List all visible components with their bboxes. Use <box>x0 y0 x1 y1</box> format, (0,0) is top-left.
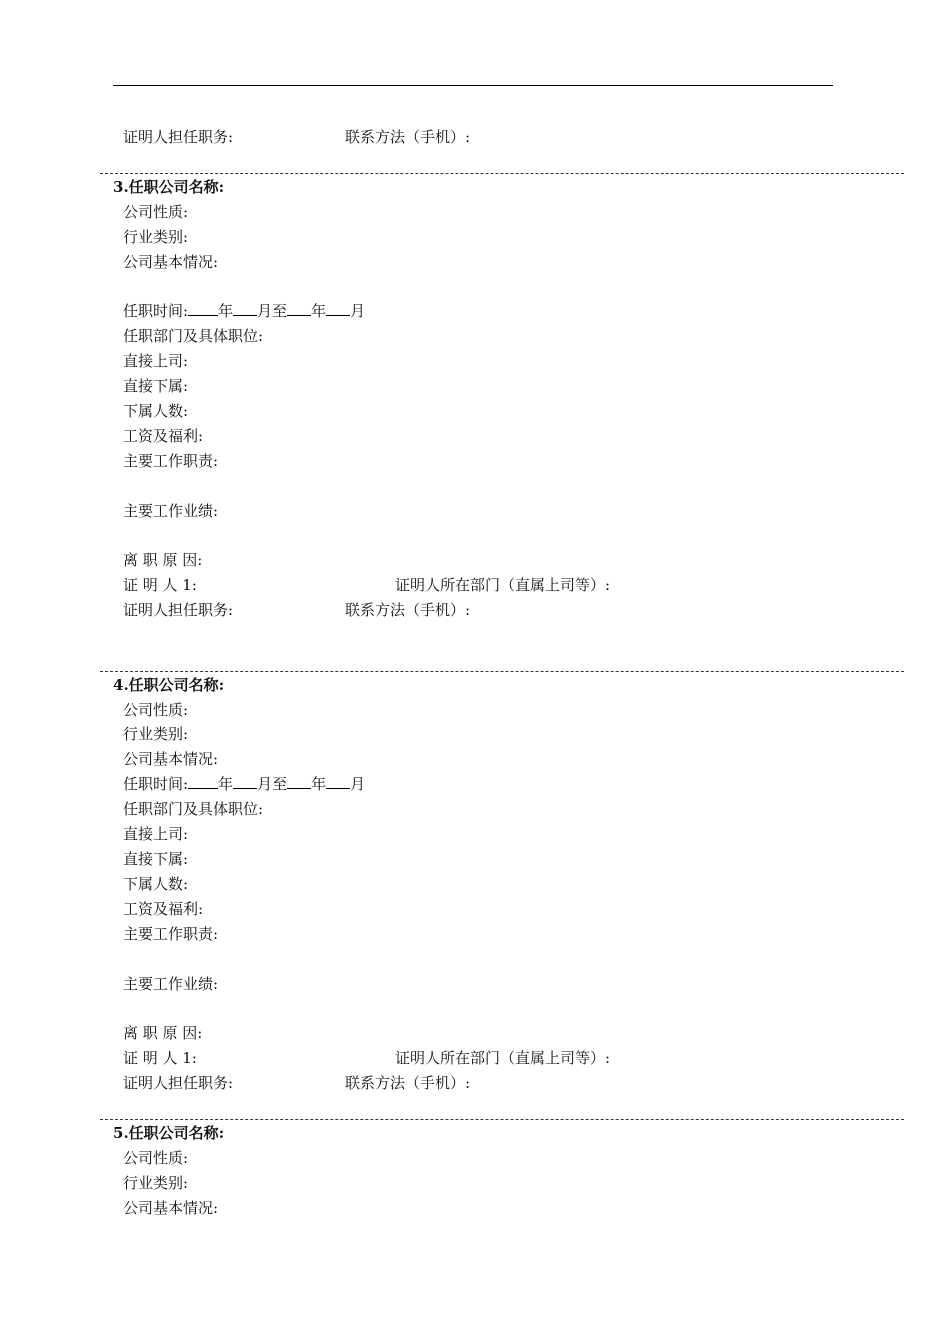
direct-superior-label: 直接上司: <box>123 825 189 843</box>
main-duties-label: 主要工作职责: <box>123 452 219 470</box>
main-achievements-label: 主要工作业绩: <box>123 502 219 520</box>
top-rule <box>113 85 833 86</box>
company-info-label: 公司基本情况: <box>123 1199 219 1217</box>
company-info-label: 公司基本情况: <box>123 253 219 271</box>
subordinate-count-label: 下属人数: <box>123 402 189 420</box>
section-divider <box>100 1119 904 1120</box>
direct-subordinate-label: 直接下属: <box>123 377 189 395</box>
contact-phone-label: 联系方法（手机）: <box>345 1074 471 1092</box>
industry-label: 行业类别: <box>123 1174 189 1192</box>
referee-position-label: 证明人担任职务: <box>123 1074 234 1092</box>
tenure-line: 任职时间: 年 月至 年 月 <box>123 775 366 793</box>
salary-benefits-label: 工资及福利: <box>123 427 204 445</box>
main-achievements-label: 主要工作业绩: <box>123 975 219 993</box>
section-5-company-name: 5.任职公司名称: <box>113 1124 225 1142</box>
referee-position-label: 证明人担任职务: <box>123 128 234 146</box>
industry-label: 行业类别: <box>123 725 189 743</box>
section-4-company-name: 4.任职公司名称: <box>113 676 225 694</box>
referee-dept-label: 证明人所在部门（直属上司等）: <box>395 1049 611 1067</box>
direct-subordinate-label: 直接下属: <box>123 850 189 868</box>
referee-position-label: 证明人担任职务: <box>123 601 234 619</box>
company-nature-label: 公司性质: <box>123 203 189 221</box>
salary-benefits-label: 工资及福利: <box>123 900 204 918</box>
company-nature-label: 公司性质: <box>123 1149 189 1167</box>
referee-dept-label: 证明人所在部门（直属上司等）: <box>395 576 611 594</box>
dept-position-label: 任职部门及具体职位: <box>123 327 264 345</box>
leave-reason-label: 离 职 原 因: <box>123 1024 203 1042</box>
contact-phone-label: 联系方法（手机）: <box>345 128 471 146</box>
company-info-label: 公司基本情况: <box>123 750 219 768</box>
section-3-company-name: 3.任职公司名称: <box>113 178 225 196</box>
referee-1-label: 证 明 人 1: <box>123 576 197 594</box>
section-divider <box>100 671 904 672</box>
direct-superior-label: 直接上司: <box>123 352 189 370</box>
leave-reason-label: 离 职 原 因: <box>123 551 203 569</box>
subordinate-count-label: 下属人数: <box>123 875 189 893</box>
referee-1-label: 证 明 人 1: <box>123 1049 197 1067</box>
industry-label: 行业类别: <box>123 228 189 246</box>
tenure-line: 任职时间: 年 月至 年 月 <box>123 302 366 320</box>
main-duties-label: 主要工作职责: <box>123 925 219 943</box>
company-nature-label: 公司性质: <box>123 701 189 719</box>
dept-position-label: 任职部门及具体职位: <box>123 800 264 818</box>
contact-phone-label: 联系方法（手机）: <box>345 601 471 619</box>
section-divider <box>100 173 904 174</box>
